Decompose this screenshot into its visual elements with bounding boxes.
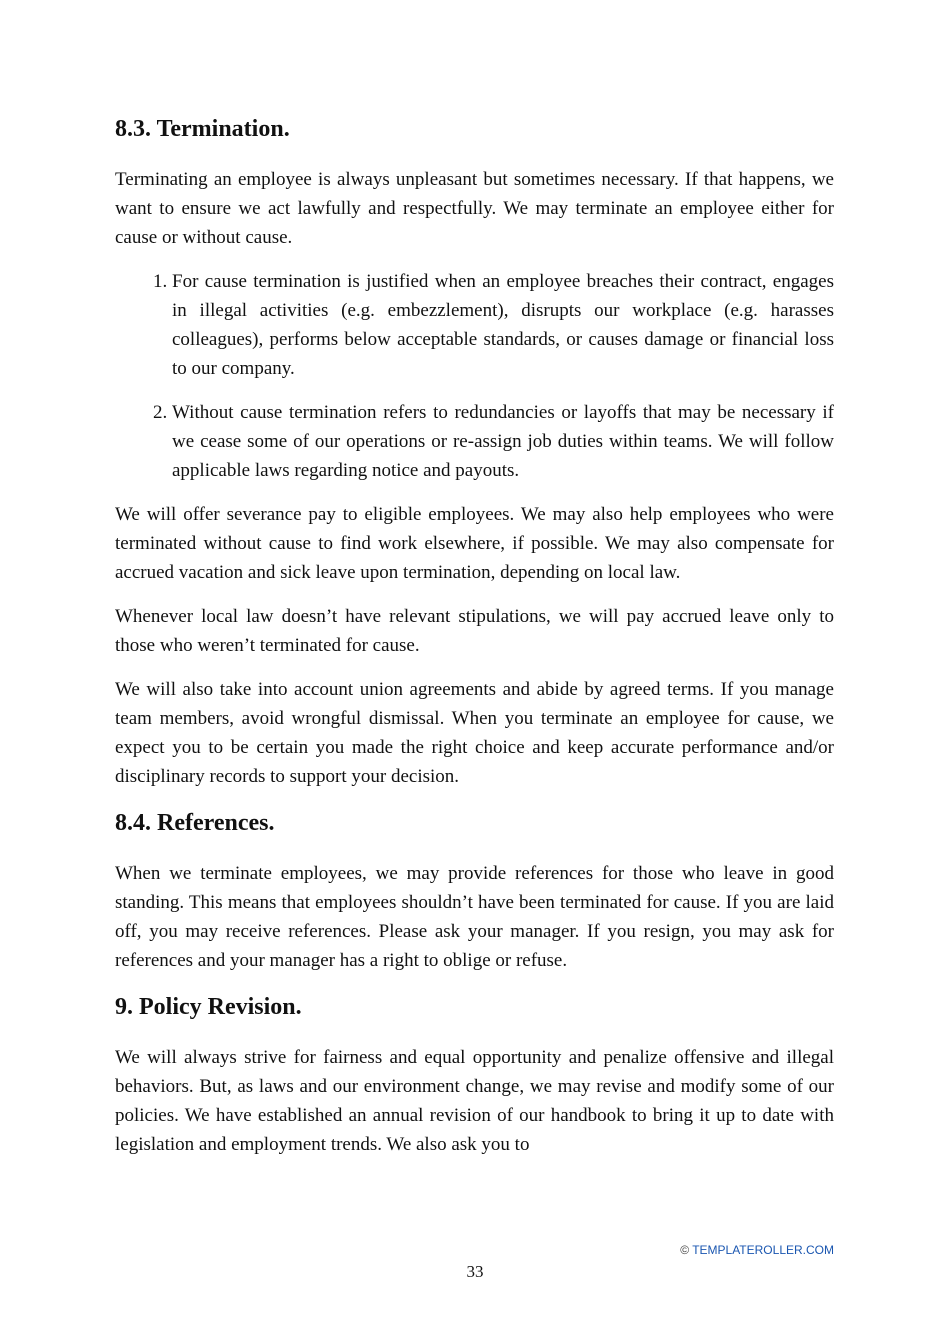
- union-agreements-paragraph: We will also take into account union agreements and abide by agreed terms. If you manage team members, avoid wrongful dismissal. When you terminate an employee for cause, we expect you to be certain you made the right choice and keep accurate performance and/or disciplinary records to support your decision.: [115, 679, 834, 787]
- list-item-without-cause: 2. Without cause termination refers to redundancies or layoffs that may be necessary if we cease some of our operations or re-assign job duties within teams. We will follow applicable laws regarding notice and payouts.: [172, 398, 834, 485]
- section-heading-termination: 8.3. Termination.: [115, 116, 290, 142]
- section-heading-policy-revision: 9. Policy Revision.: [115, 994, 302, 1020]
- page-content: [115, 112, 834, 1174]
- page-number: 33: [466, 1262, 484, 1281]
- termination-intro: Terminating an employee is always unpleasant but sometimes necessary. If that happens, we want to ensure we act lawfully and respectfully. We may terminate an employee either for cause or without cause.: [115, 169, 834, 248]
- policy-revision-paragraph: We will always strive for fairness and equal opportunity and penalize offensive and illegal behaviors. But, as laws and our environment change, we may revise and modify some of our policies. We have established an annual revision of our handbook to bring it up to date with legislation and employment trends. We also ask you to: [115, 1047, 834, 1155]
- list-item-for-cause: 1. For cause termination is justified when an employee breaches their contract, engages in illegal activities (e.g. embezzlement), disrupts our workplace (e.g. harasses colleagues), performs below acceptable standards, or causes damage or financial loss to our company.: [172, 267, 834, 383]
- copyright-icon: ©: [680, 1243, 690, 1257]
- footer-brand-link[interactable]: TEMPLATEROLLER.COM: [692, 1243, 834, 1257]
- footer-credit: [680, 1243, 834, 1257]
- references-paragraph: When we terminate employees, we may provide references for those who leave in good standing. This means that employees shouldn’t have been terminated for cause. If you are laid off, you may receive references. Please ask your manager. If you resign, you may ask for references and your manager has a right to oblige or refuse.: [115, 863, 834, 971]
- severance-paragraph: We will offer severance pay to eligible employees. We may also help employees who were terminated without cause to find work elsewhere, if possible. We may also compensate for accrued vacation and sick leave upon termination, depending on local law.: [115, 504, 834, 583]
- termination-types-list: [115, 267, 834, 485]
- accrued-leave-paragraph: Whenever local law doesn’t have relevant stipulations, we will pay accrued leave only to those who weren’t terminated for cause.: [115, 606, 834, 656]
- section-heading-references: 8.4. References.: [115, 810, 275, 836]
